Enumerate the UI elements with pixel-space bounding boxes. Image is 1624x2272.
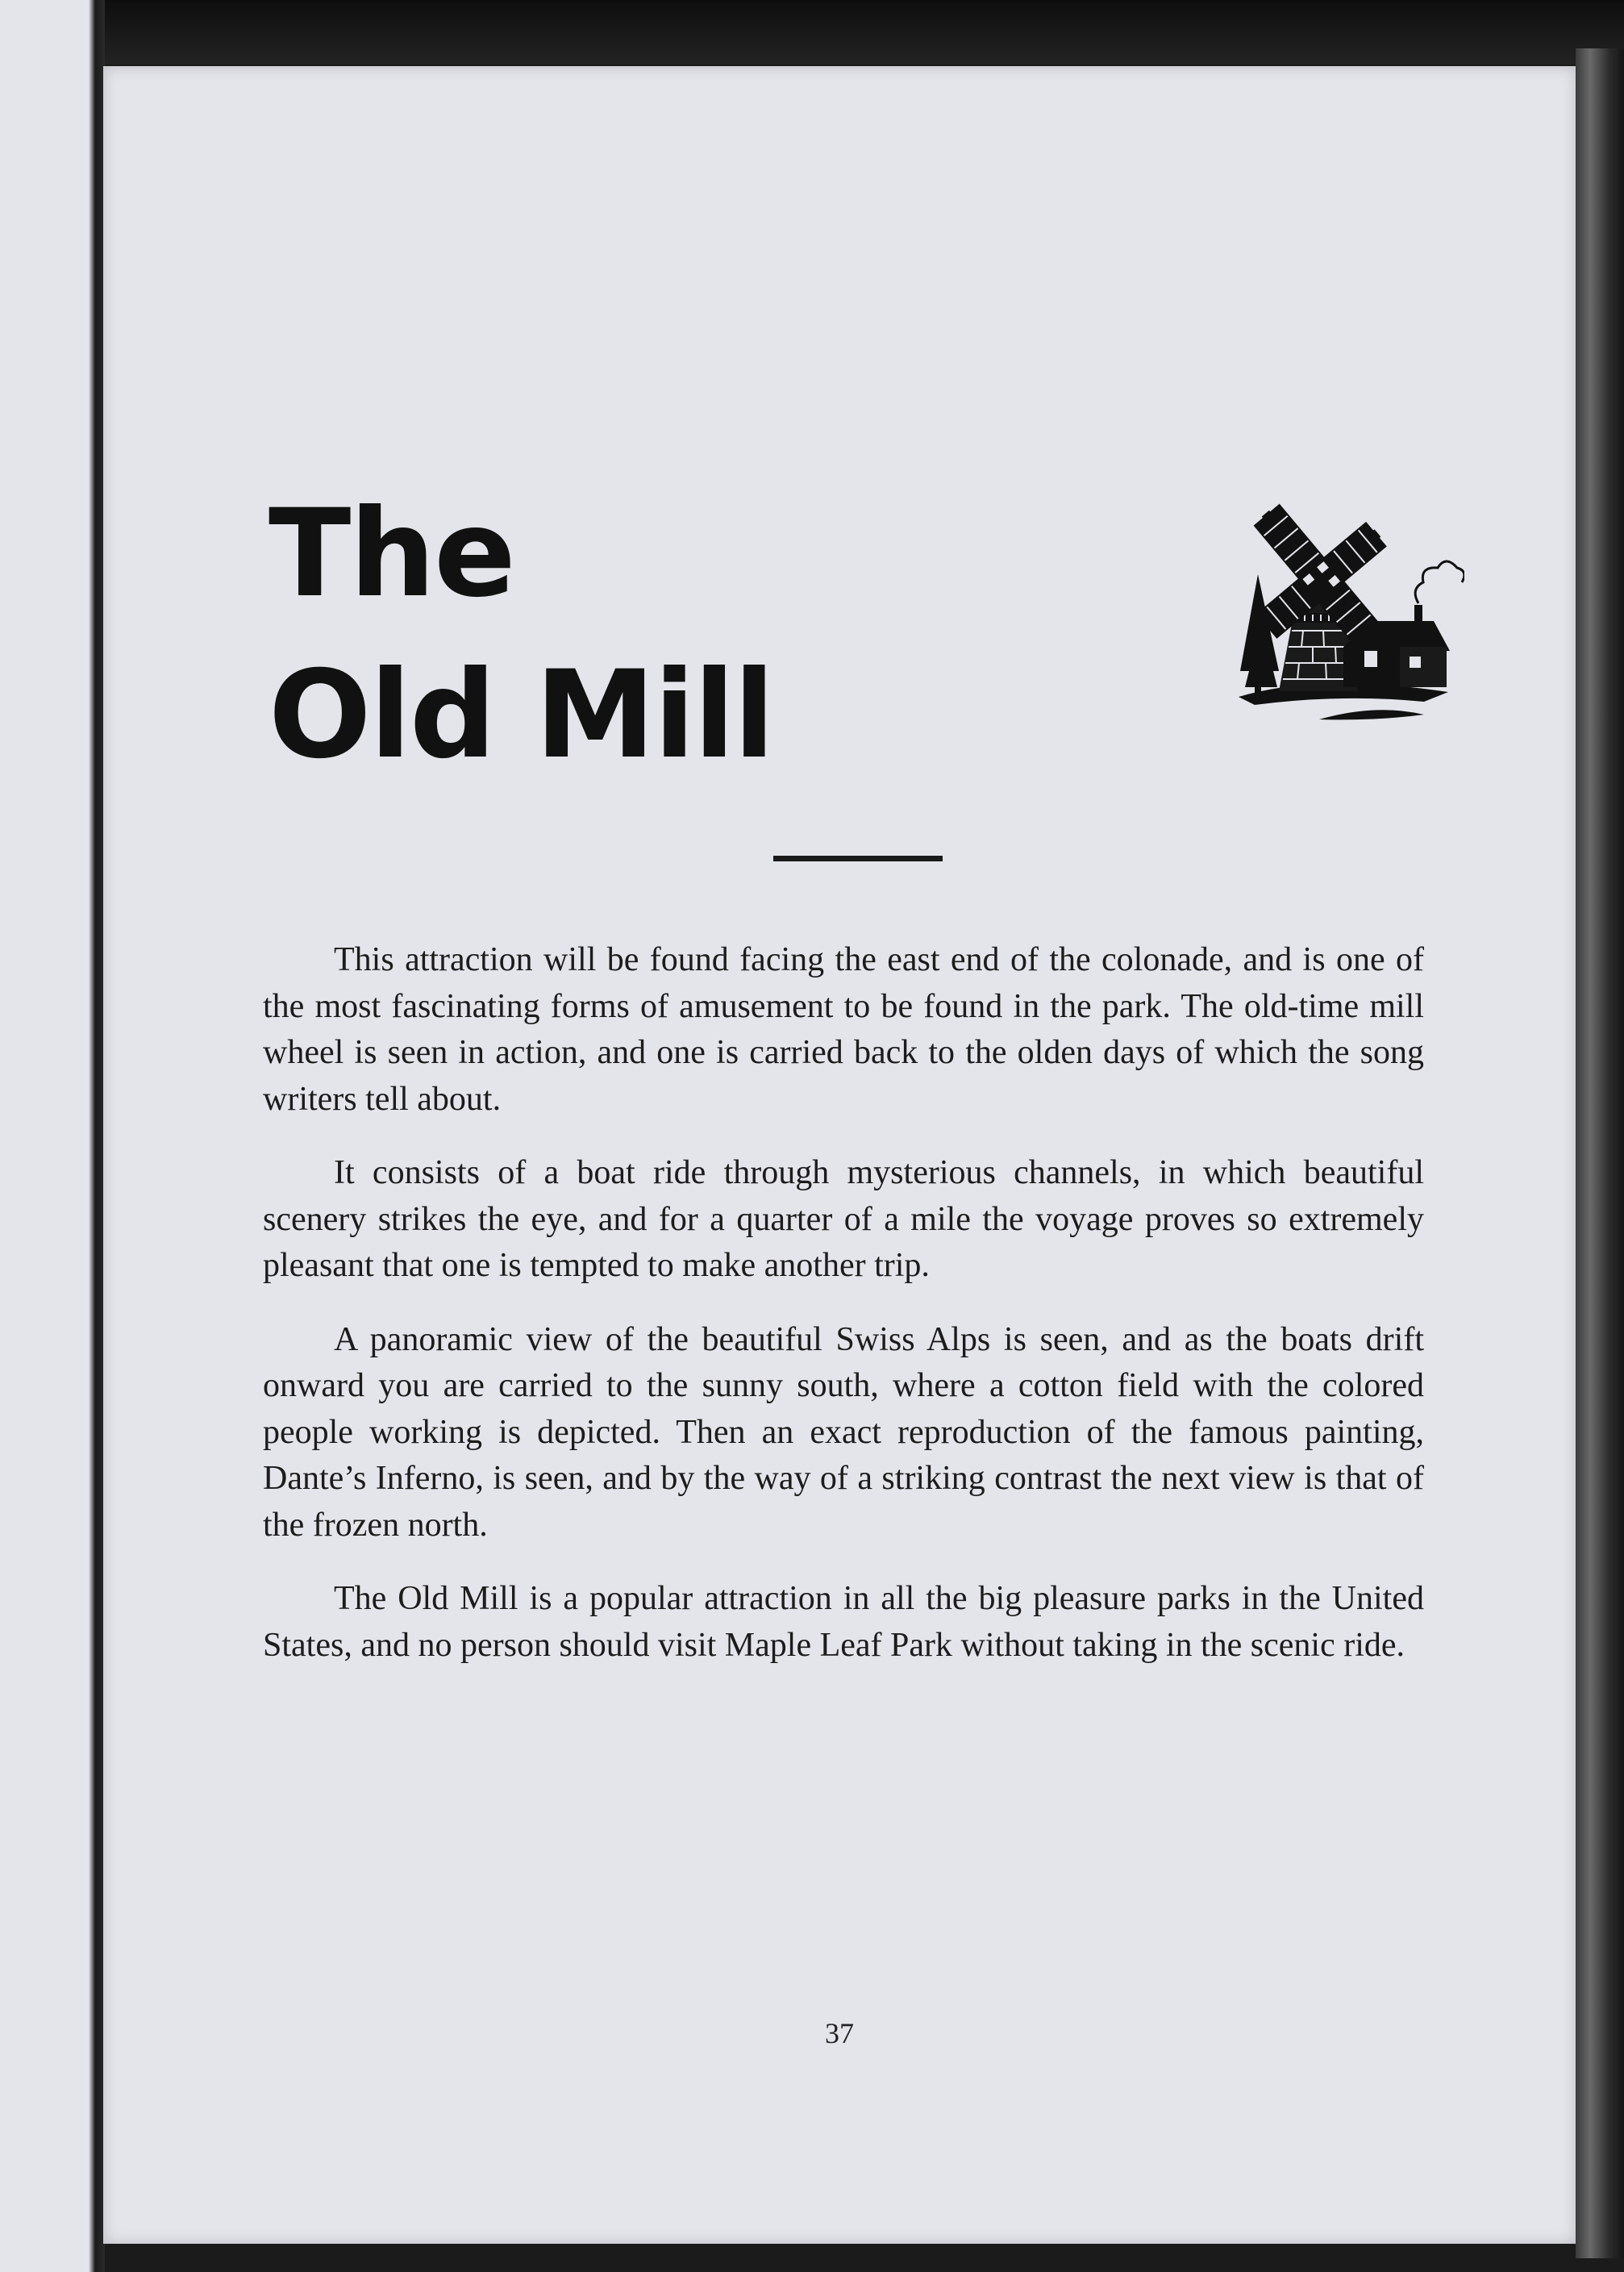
book-spine-edge (0, 0, 105, 2272)
article-body (263, 937, 1424, 1696)
section-divider (773, 856, 943, 861)
paragraph: This attraction will be found facing the east end of the colonade, and is one of the most fascinating forms of amusement to be found in the park. The old-time mill wheel is seen in action, and one is carried back to the olden days of which the song writers tell about. (263, 941, 1424, 1118)
page-stack-edge (1576, 48, 1624, 2258)
paragraph: It consists of a boat ride through mysterious channels, in which beautiful scenery strikes the eye, and for a quarter of a mile the voyage proves so extremely pleasant that one is tempted to make another trip. (263, 1154, 1424, 1284)
page-title-line-1: The (269, 484, 514, 624)
page-title-line-2: Old Mill (269, 645, 774, 786)
page-number: 37 (825, 2017, 854, 2049)
paragraph: The Old Mill is a popular attraction in all the big pleasure parks in the United States, and no person should visit Maple Leaf Park without taking in the scenic ride. (263, 1580, 1424, 1664)
paragraph: A panoramic view of the beautiful Swiss Alps is seen, and as the boats drift onward you are carried to the sunny south, where a cotton field with the colored people working is depicted. Then an exact reproduction of the famous painting, Dante’s Inferno, is seen, and by the way of a striking contrast the next view is that of the frozen north. (263, 1320, 1424, 1544)
scan-background-top (0, 0, 1624, 65)
page-title (269, 473, 773, 796)
book-page (103, 66, 1576, 2244)
windmill-icon (1222, 486, 1464, 727)
